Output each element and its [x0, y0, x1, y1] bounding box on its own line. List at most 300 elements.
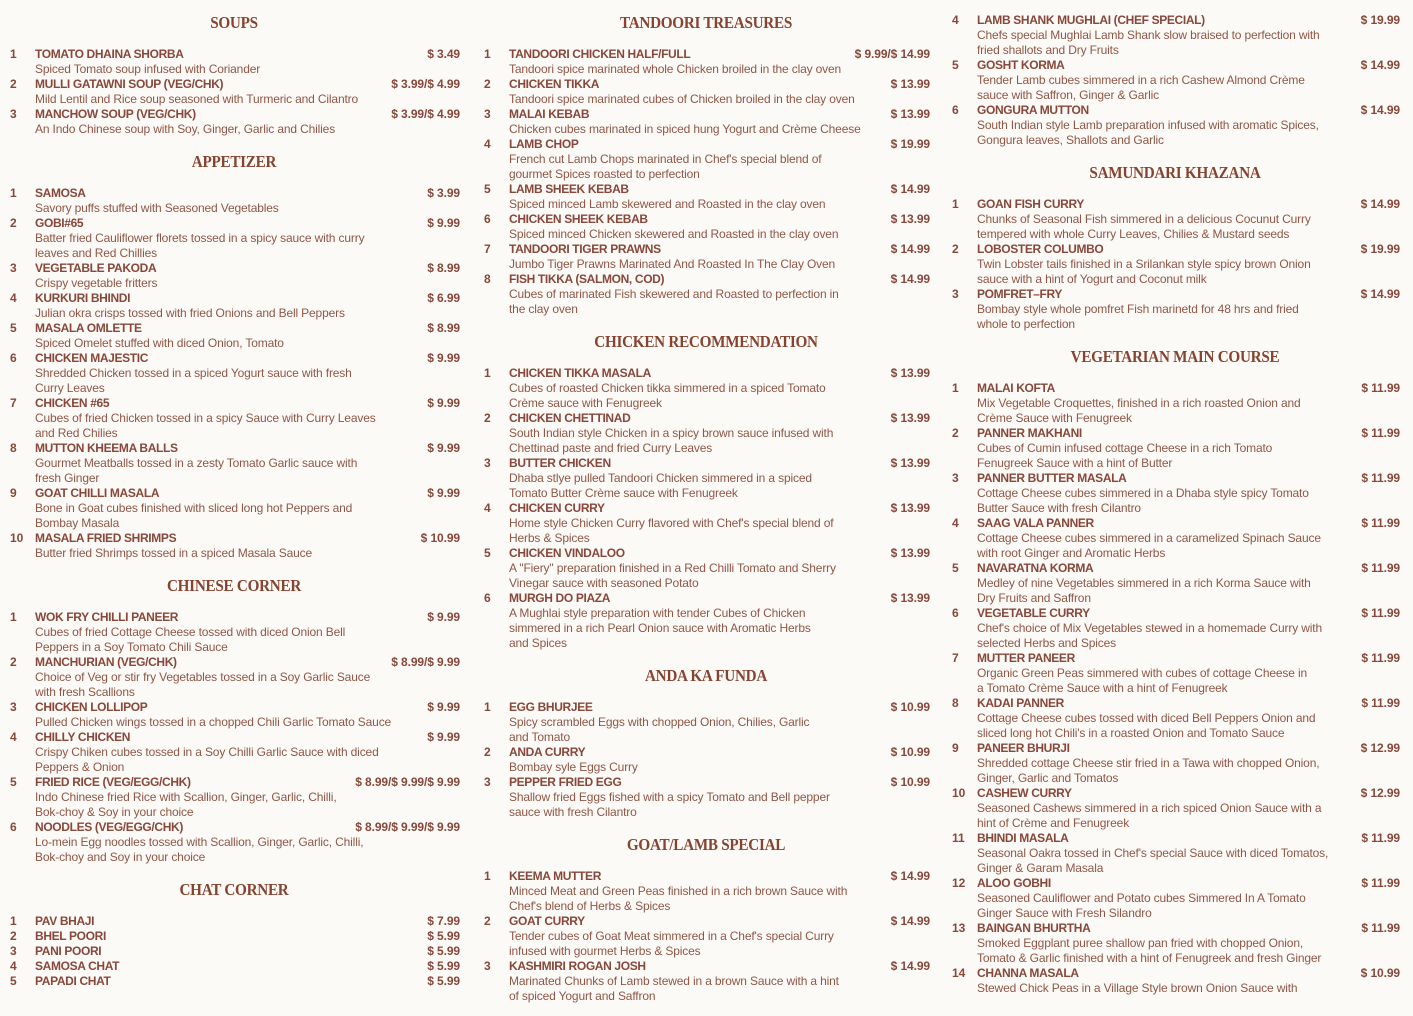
item-description: Choice of Veg or stir fry Vegetables tossed in a Soy Garlic Sauce with fresh Scallions: [35, 670, 371, 699]
item-description: Crispy Chiken cubes tossed in a Soy Chilli Garlic Sauce with diced Peppers & Onion: [35, 745, 379, 774]
menu-item-row: [482, 411, 930, 426]
item-name: LAMB SHANK MUGHLAI (CHEF SPECIAL): [977, 13, 1205, 27]
menu-item: [482, 107, 930, 137]
item-description: Cubes of fried Cottage Cheese tossed with diced Onion Bell Peppers in a Soy Tomato Chili Sauce: [35, 625, 346, 654]
item-number: 4: [10, 291, 17, 305]
menu-item-row: [950, 561, 1400, 576]
menu-item-row: [8, 914, 460, 929]
section-heading: CHICKEN RECOMMENDATION: [594, 331, 818, 351]
item-name: CHICKEN CURRY: [509, 501, 605, 515]
item-number: 2: [484, 77, 491, 91]
item-description: Crispy vegetable fritters: [35, 276, 158, 290]
item-name: MALAI KOFTA: [977, 381, 1055, 395]
menu-item-row: [482, 212, 930, 227]
menu-item: [8, 107, 460, 137]
menu-item-row: [8, 77, 460, 92]
section-heading: SAMUNDARI KHAZANA: [1089, 162, 1261, 182]
item-price: $ 11.99: [1361, 516, 1400, 530]
item-name: KEEMA MUTTER: [509, 869, 602, 883]
menu-item: [482, 212, 930, 242]
item-description: Tender Lamb cubes simmered in a rich Cashew Almond Crème sauce with Saffron, Ginger & Garlic: [977, 73, 1305, 102]
item-name: TANDOORI CHICKEN HALF/FULL: [509, 47, 691, 61]
item-number: 4: [10, 730, 17, 744]
section-heading: CHINESE CORNER: [166, 575, 302, 595]
item-price: $ 14.99: [890, 182, 930, 196]
item-name: PANNER MAKHANI: [977, 426, 1082, 440]
menu-item: [8, 730, 460, 775]
menu-item-row: [482, 47, 930, 62]
menu-item-row: [8, 261, 460, 276]
item-number: 3: [484, 456, 491, 470]
item-number: 4: [484, 501, 491, 515]
item-description: Lo-mein Egg noodles tossed with Scallion, Ginger, Garlic, Chilli, Bok-choy and Soy in your choice: [35, 835, 364, 864]
item-price: $ 9.99: [427, 486, 460, 500]
menu-item-row: [482, 959, 930, 974]
menu-section: [950, 332, 1400, 996]
item-number: 10: [952, 786, 966, 800]
menu-item-row: [950, 966, 1400, 981]
item-description: Savory puffs stuffed with Seasoned Vegetables: [35, 201, 279, 215]
menu-item: [482, 914, 930, 959]
menu-item-row: [482, 137, 930, 152]
item-name: MANCHURIAN (VEG/CHK): [35, 655, 177, 669]
item-price: $ 14.99: [890, 242, 930, 256]
item-description: Bombay syle Eggs Curry: [509, 760, 638, 774]
menu-item: [482, 77, 930, 107]
menu-item-row: [482, 107, 930, 122]
item-description: Cubes of marinated Fish skewered and Roasted to perfection in the clay oven: [509, 287, 839, 316]
item-price: $ 10.99: [890, 775, 930, 789]
item-price: $ 9.99/$ 14.99: [854, 47, 930, 61]
item-description: Spiced minced Lamb skewered and Roasted in the clay oven: [509, 197, 826, 211]
item-price: $ 10.99: [890, 700, 930, 714]
section-heading: TANDOORI TREASURES: [619, 12, 793, 32]
item-name: CHILLY CHICKEN: [35, 730, 131, 744]
item-price: $ 5.99: [427, 944, 460, 958]
item-description: Butter fried Shrimps tossed in a spiced Masala Sauce: [35, 546, 313, 560]
item-description: Dhaba stlye pulled Tandoori Chicken simmered in a spiced Tomato Butter Crème sauce with Fenugreek: [509, 471, 812, 500]
menu-item: [482, 869, 930, 914]
item-name: GOAN FISH CURRY: [977, 197, 1084, 211]
item-number: 6: [952, 103, 959, 117]
item-price: $ 6.99: [427, 291, 460, 305]
item-number: 3: [10, 944, 17, 958]
menu-item: [8, 441, 460, 486]
item-price: $ 19.99: [890, 137, 930, 151]
menu-item: [482, 775, 930, 820]
menu-item-row: [950, 921, 1400, 936]
item-name: PAPADI CHAT: [35, 974, 111, 988]
menu-item-row: [482, 501, 930, 516]
menu-item-row: [8, 486, 460, 501]
menu-item-row: [482, 182, 930, 197]
item-name: SAAG VALA PANNER: [977, 516, 1094, 530]
menu-item-row: [8, 531, 460, 546]
item-name: FISH TIKKA (SALMON, COD): [509, 272, 665, 286]
item-price: $ 13.99: [890, 212, 930, 226]
item-description: Tandoori spice marinated cubes of Chicken broiled in the clay oven: [509, 92, 855, 106]
item-number: 4: [952, 516, 959, 530]
menu-item: [8, 655, 460, 700]
item-number: 2: [10, 216, 17, 230]
menu-item: [950, 381, 1400, 426]
item-name: PANI POORI: [35, 944, 102, 958]
menu-item: [8, 820, 460, 865]
item-number: 2: [952, 426, 959, 440]
item-number: 1: [484, 700, 491, 714]
menu-column-right: [950, 13, 1400, 996]
item-number: 1: [10, 47, 17, 61]
item-description: South Indian style Lamb preparation infused with aromatic Spices, Gongura leaves, Shallots and Garlic: [977, 118, 1319, 147]
item-price: $ 14.99: [890, 959, 930, 973]
item-name: KURKURI BHINDI: [35, 291, 131, 305]
item-number: 3: [484, 959, 491, 973]
item-price: $ 8.99: [427, 321, 460, 335]
menu-item-row: [8, 321, 460, 336]
item-name: CASHEW CURRY: [977, 786, 1072, 800]
item-description: South Indian style Chicken in a spicy brown sauce infused with Chettinad paste and fried Curry Leaves: [509, 426, 834, 455]
menu-item: [950, 966, 1400, 996]
item-number: 6: [484, 212, 491, 226]
item-price: $ 9.99: [427, 396, 460, 410]
item-price: $ 11.99: [1361, 471, 1400, 485]
item-description: An Indo Chinese soup with Soy, Ginger, Garlic and Chilies: [35, 122, 336, 136]
item-name: FRIED RICE (VEG/EGG/CHK): [35, 775, 191, 789]
item-price: $ 13.99: [890, 456, 930, 470]
item-name: NOODLES (VEG/EGG/CHK): [35, 820, 183, 834]
item-name: CHICKEN CHETTINAD: [509, 411, 631, 425]
item-price: $ 9.99: [427, 216, 460, 230]
menu-item-row: [482, 745, 930, 760]
item-description: Home style Chicken Curry flavored with Chef's special blend of Herbs & Spices: [509, 516, 834, 545]
item-name: SAMOSA CHAT: [35, 959, 120, 973]
item-number: 4: [10, 959, 17, 973]
item-number: 1: [484, 366, 491, 380]
menu-item: [950, 287, 1400, 332]
item-name: CHICKEN SHEEK KEBAB: [509, 212, 648, 226]
item-description: Seasoned Cashews simmered in a rich spiced Onion Sauce with a hint of Crème and Fenugreek: [977, 801, 1322, 830]
item-description: Gourmet Meatballs tossed in a zesty Tomato Garlic sauce with fresh Ginger: [35, 456, 358, 485]
menu-item: [950, 876, 1400, 921]
menu-item: [950, 741, 1400, 786]
item-number: 5: [952, 58, 959, 72]
menu-item-row: [950, 651, 1400, 666]
item-number: 3: [484, 775, 491, 789]
item-name: MUTTER PANEER: [977, 651, 1075, 665]
menu-item: [8, 914, 460, 929]
menu-item-row: [482, 700, 930, 715]
item-price: $ 13.99: [890, 411, 930, 425]
menu-item: [8, 959, 460, 974]
item-description: Stewed Chick Peas in a Village Style brown Onion Sauce with: [977, 981, 1298, 995]
item-number: 3: [952, 471, 959, 485]
menu-item-row: [950, 58, 1400, 73]
item-name: VEGETABLE CURRY: [977, 606, 1090, 620]
menu-item: [8, 775, 460, 820]
item-price: $ 9.99: [427, 700, 460, 714]
item-name: PAV BHAJI: [35, 914, 95, 928]
item-number: 1: [484, 47, 491, 61]
item-description: Spiced Tomato soup infused with Coriander: [35, 62, 261, 76]
menu-item-row: [8, 47, 460, 62]
item-description: Jumbo Tiger Prawns Marinated And Roasted In The Clay Oven: [509, 257, 836, 271]
item-name: MUTTON KHEEMA BALLS: [35, 441, 178, 455]
item-number: 2: [484, 411, 491, 425]
item-description: Smoked Eggplant puree shallow pan fried with chopped Onion, Tomato & Garlic finished with a hint of Fenugreek and fresh Ginger: [977, 936, 1322, 965]
item-number: 4: [484, 137, 491, 151]
item-name: CHICKEN LOLLIPOP: [35, 700, 148, 714]
item-number: 1: [484, 869, 491, 883]
item-number: 11: [952, 831, 965, 845]
item-number: 10: [10, 531, 24, 545]
item-number: 8: [10, 441, 17, 455]
menu-column-left: [8, 0, 460, 989]
menu-item: [8, 974, 460, 989]
item-price: $ 13.99: [890, 591, 930, 605]
item-price: $ 8.99/$ 9.99/$ 9.99: [355, 820, 460, 834]
menu-item: [482, 959, 930, 1004]
item-description: Seasonal Oakra tossed in Chef's special Sauce with diced Tomatos, Ginger & Garam Masala: [977, 846, 1329, 875]
section-heading: VEGETARIAN MAIN COURSE: [1070, 346, 1280, 366]
item-description: Cottage Cheese cubes simmered in a Dhaba style spicy Tomato Butter Sauce with fresh Cilantro: [977, 486, 1309, 515]
item-price: $ 11.99: [1361, 381, 1400, 395]
item-number: 8: [952, 696, 959, 710]
menu-item-row: [950, 426, 1400, 441]
menu-item-row: [8, 959, 460, 974]
menu-item: [482, 745, 930, 775]
item-price: $ 13.99: [890, 546, 930, 560]
menu-item-row: [8, 610, 460, 625]
item-price: $ 13.99: [890, 501, 930, 515]
item-description: Chef's choice of Mix Vegetables stewed in a homemade Curry with selected Herbs and Spices: [977, 621, 1323, 650]
item-name: MULLI GATAWNI SOUP (VEG/CHK): [35, 77, 224, 91]
item-name: CHICKEN TIKKA MASALA: [509, 366, 651, 380]
menu-item: [8, 929, 460, 944]
menu-item-row: [950, 831, 1400, 846]
menu-item-row: [8, 291, 460, 306]
menu-item-row: [8, 351, 460, 366]
item-number: 3: [10, 700, 17, 714]
item-name: ALOO GOBHI: [977, 876, 1051, 890]
item-name: MURGH DO PIAZA: [509, 591, 611, 605]
item-description: Cubes of Cumin infused cottage Cheese in a rich Tomato Fenugreek Sauce with a hint of Butter: [977, 441, 1273, 470]
item-name: MANCHOW SOUP (VEG/CHK): [35, 107, 196, 121]
item-price: $ 12.99: [1360, 741, 1400, 755]
item-description: Batter fried Cauliflower florets tossed in a spicy sauce with curry leaves and Red Chillies: [35, 231, 365, 260]
item-number: 5: [10, 321, 17, 335]
item-name: LAMB SHEEK KEBAB: [509, 182, 629, 196]
item-description: Pulled Chicken wings tossed in a chopped Chili Garlic Tomato Sauce: [35, 715, 392, 729]
item-price: $ 14.99: [890, 272, 930, 286]
menu-item: [950, 921, 1400, 966]
item-name: TANDOORI TIGER PRAWNS: [509, 242, 661, 256]
menu-section: [8, 865, 460, 989]
item-price: $ 3.99/$ 4.99: [391, 77, 460, 91]
menu-item-row: [950, 197, 1400, 212]
item-name: CHICKEN VINDALOO: [509, 546, 625, 560]
item-number: 1: [952, 381, 959, 395]
menu-item: [950, 103, 1400, 148]
item-description: Julian okra crisps tossed with fried Onions and Bell Peppers: [35, 306, 345, 320]
item-number: 9: [10, 486, 17, 500]
menu-item: [950, 831, 1400, 876]
item-description: Chicken cubes marinated in spiced hung Yogurt and Crème Cheese: [509, 122, 861, 136]
menu-section: [8, 137, 460, 561]
item-price: $ 11.99: [1361, 831, 1400, 845]
item-number: 5: [952, 561, 959, 575]
menu-item: [8, 291, 460, 321]
item-number: 5: [10, 775, 17, 789]
item-price: $ 11.99: [1361, 606, 1400, 620]
item-price: $ 8.99/$ 9.99: [391, 655, 460, 669]
menu-item-row: [8, 186, 460, 201]
item-name: BUTTER CHICKEN: [509, 456, 611, 470]
item-name: BHEL POORI: [35, 929, 106, 943]
section-heading: APPETIZER: [191, 151, 277, 171]
item-description: Chunks of Seasonal Fish simmered in a delicious Cocunut Curry tempered with whole Curry Leaves, Chilies & Mustard seeds: [977, 212, 1311, 241]
menu-item-row: [8, 396, 460, 411]
menu-item: [482, 700, 930, 745]
item-name: GOAT CHILLI MASALA: [35, 486, 160, 500]
item-number: 2: [484, 914, 491, 928]
item-price: $ 11.99: [1361, 921, 1400, 935]
item-number: 1: [10, 186, 17, 200]
item-number: 6: [952, 606, 959, 620]
menu-item-row: [950, 876, 1400, 891]
item-description: Spiced Omelet stuffed with diced Onion, Tomato: [35, 336, 284, 350]
menu-item: [8, 700, 460, 730]
item-name: KADAI PANNER: [977, 696, 1064, 710]
item-number: 1: [952, 197, 959, 211]
menu-item: [950, 696, 1400, 741]
item-number: 3: [484, 107, 491, 121]
item-name: CHICKEN #65: [35, 396, 110, 410]
menu-item-row: [482, 775, 930, 790]
menu-item: [950, 471, 1400, 516]
item-price: $ 14.99: [890, 914, 930, 928]
menu-item: [950, 561, 1400, 606]
menu-section: [950, 148, 1400, 332]
item-number: 5: [10, 974, 17, 988]
menu-item-row: [950, 287, 1400, 302]
item-name: GOAT CURRY: [509, 914, 585, 928]
menu-item: [482, 411, 930, 456]
item-price: $ 11.99: [1361, 876, 1400, 890]
item-number: 4: [952, 13, 959, 27]
item-name: NAVARATNA KORMA: [977, 561, 1094, 575]
menu-item: [8, 261, 460, 291]
item-number: 5: [484, 546, 491, 560]
item-number: 2: [484, 745, 491, 759]
item-description: Cottage Cheese cubes simmered in a caramelized Spinach Sauce with root Ginger and Aromatic Herbs: [977, 531, 1321, 560]
item-name: PANEER BHURJI: [977, 741, 1070, 755]
item-description: Marinated Chunks of Lamb stewed in a brown Sauce with a hint of spiced Yogurt and Saffron: [509, 974, 839, 1003]
menu-item-row: [8, 216, 460, 231]
item-price: $ 11.99: [1361, 696, 1400, 710]
menu-item-row: [482, 546, 930, 561]
menu-item: [482, 272, 930, 317]
menu-item-row: [8, 944, 460, 959]
item-number: 2: [952, 242, 959, 256]
item-description: Chefs special Mughlai Lamb Shank slow braised to perfection with fried shallots and Dry Fruits: [977, 28, 1320, 57]
item-name: BHINDI MASALA: [977, 831, 1069, 845]
menu-item-row: [482, 77, 930, 92]
item-number: 9: [952, 741, 959, 755]
item-price: $ 13.99: [890, 366, 930, 380]
item-description: Seasoned Cauliflower and Potato cubes Simmered In A Tomato Ginger Sauce with Fresh Silandro: [977, 891, 1306, 920]
menu-item: [482, 137, 930, 182]
item-price: $ 3.49: [427, 47, 460, 61]
menu-item: [8, 531, 460, 561]
item-price: $ 10.99: [420, 531, 460, 545]
item-price: $ 13.99: [890, 107, 930, 121]
menu-item-row: [8, 820, 460, 835]
menu-item-row: [950, 471, 1400, 486]
item-number: 7: [484, 242, 491, 256]
item-name: SAMOSA: [35, 186, 86, 200]
menu-item: [482, 182, 930, 212]
menu-item: [950, 242, 1400, 287]
menu-item: [482, 501, 930, 546]
item-description: Bombay style whole pomfret Fish marinetd for 48 hrs and fried whole to perfection: [977, 302, 1299, 331]
item-price: $ 5.99: [427, 929, 460, 943]
menu-item-row: [950, 103, 1400, 118]
item-name: MASALA OMLETTE: [35, 321, 142, 335]
item-number: 14: [952, 966, 966, 980]
item-name: CHICKEN TIKKA: [509, 77, 600, 91]
item-description: Organic Green Peas simmered with cubes of cottage Cheese in a Tomato Crème Sauce with a hint of Fenugreek: [977, 666, 1307, 695]
menu-item-row: [482, 456, 930, 471]
menu-item: [482, 47, 930, 77]
menu-section: [482, 820, 930, 1004]
item-price: $ 8.99: [427, 261, 460, 275]
menu-item-row: [950, 516, 1400, 531]
menu-item: [950, 606, 1400, 651]
item-number: 2: [10, 929, 17, 943]
item-description: Medley of nine Vegetables simmered in a rich Korma Sauce with Dry Fruits and Saffron: [977, 576, 1311, 605]
item-name: TOMATO DHAINA SHORBA: [35, 47, 184, 61]
menu-section: [8, 561, 460, 865]
menu-item-row: [8, 441, 460, 456]
item-price: $ 10.99: [1360, 966, 1400, 980]
menu-item-row: [482, 591, 930, 606]
menu-item-row: [8, 974, 460, 989]
menu-item-row: [482, 914, 930, 929]
item-price: $ 7.99: [427, 914, 460, 928]
item-description: Twin Lobster tails finished in a Srilankan style spicy brown Onion sauce with a hint of Yogurt and Coconut milk: [977, 257, 1311, 286]
menu-section: [8, 0, 460, 137]
item-name: CHICKEN MAJESTIC: [35, 351, 149, 365]
item-number: 13: [952, 921, 966, 935]
menu-item: [8, 77, 460, 107]
item-number: 5: [484, 182, 491, 196]
item-price: $ 13.99: [890, 77, 930, 91]
item-price: $ 14.99: [890, 869, 930, 883]
item-price: $ 19.99: [1360, 242, 1400, 256]
item-price: $ 14.99: [1360, 197, 1400, 211]
item-number: 6: [484, 591, 491, 605]
item-name: MALAI KEBAB: [509, 107, 590, 121]
menu-item-row: [8, 730, 460, 745]
menu-item-row: [8, 700, 460, 715]
item-name: CHANNA MASALA: [977, 966, 1079, 980]
item-description: Cubes of roasted Chicken tikka simmered in a spiced Tomato Crème sauce with Fenugreek: [509, 381, 826, 410]
menu-item: [8, 486, 460, 531]
menu-item: [482, 546, 930, 591]
item-name: KASHMIRI ROGAN JOSH: [509, 959, 646, 973]
menu-item: [950, 58, 1400, 103]
item-price: $ 3.99/$ 4.99: [391, 107, 460, 121]
